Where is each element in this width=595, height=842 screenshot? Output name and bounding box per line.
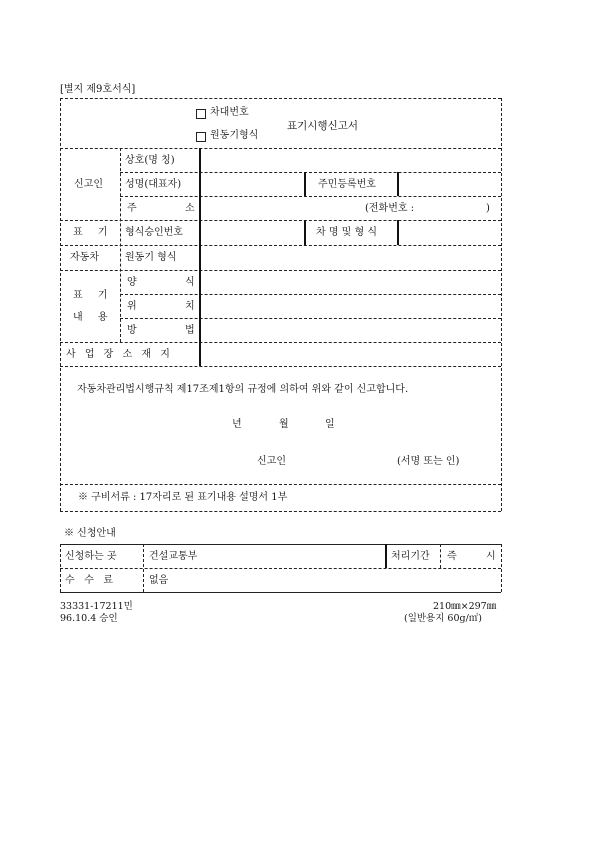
address-label-first: 주 bbox=[127, 203, 137, 214]
guide-border-bottom bbox=[60, 592, 501, 593]
vehicle-number-checkbox[interactable] bbox=[196, 109, 206, 119]
engine-type-checkbox[interactable] bbox=[196, 132, 206, 142]
column-divider bbox=[397, 220, 399, 245]
row-divider bbox=[120, 294, 501, 295]
resident-number-label: 주민등록번호 bbox=[318, 179, 376, 190]
style-label-second: 식 bbox=[185, 277, 195, 288]
processing-period-label: 처리기간 bbox=[391, 551, 430, 562]
fee-label: 수 수 료 bbox=[65, 575, 114, 586]
processing-period-value-1: 즉 bbox=[447, 551, 457, 562]
paper-size: 210㎜×297㎜ bbox=[433, 601, 497, 612]
guide-row-divider bbox=[60, 568, 501, 569]
row-divider bbox=[120, 318, 501, 319]
column-divider bbox=[397, 172, 399, 196]
document-number: 33331-17211민 bbox=[60, 601, 133, 612]
form-border-right bbox=[501, 98, 502, 511]
marking-vehicle-label: 표 기 bbox=[73, 227, 114, 238]
style-label-first: 양 bbox=[127, 277, 137, 288]
engine-type-checkbox-label: 원동기형식 bbox=[210, 130, 259, 141]
phone-number-label: (전화번호 : bbox=[365, 203, 415, 214]
application-place-label: 신청하는 곳 bbox=[65, 551, 117, 562]
company-name-label: 상호(명 칭) bbox=[125, 155, 175, 166]
row-divider bbox=[60, 484, 501, 485]
form-code: [별지 제9호서식] bbox=[60, 84, 136, 95]
row-divider bbox=[60, 245, 501, 246]
column-divider bbox=[199, 148, 201, 366]
guide-column-divider bbox=[143, 544, 144, 592]
attachments-note: ※ 구비서류 : 17자리로 된 표기내용 설명서 1부 bbox=[78, 492, 288, 503]
row-divider bbox=[120, 172, 501, 173]
method-label-first: 방 bbox=[127, 325, 137, 336]
guide-column-divider bbox=[440, 544, 441, 568]
position-label-first: 위 bbox=[127, 301, 137, 312]
date-year: 년 bbox=[232, 419, 242, 430]
row-divider bbox=[120, 196, 501, 197]
paper-type: (일반용지 60g/㎡) bbox=[404, 613, 483, 624]
guide-border-left bbox=[60, 544, 61, 592]
row-divider bbox=[60, 220, 501, 221]
approval-date: 96.10.4 승인 bbox=[60, 613, 118, 624]
representative-name-label: 성명(대표자) bbox=[125, 179, 182, 190]
form-title: 표기시행신고서 bbox=[287, 120, 359, 132]
declaration-text: 자동차관리법시행규칙 제17조제1항의 규정에 의하여 위와 같이 신고합니다. bbox=[77, 384, 409, 395]
application-place-value: 건설교통부 bbox=[149, 551, 198, 562]
guide-column-divider bbox=[385, 544, 387, 568]
position-label-second: 치 bbox=[185, 301, 195, 312]
date-month: 월 bbox=[279, 419, 289, 430]
processing-period-value-2: 시 bbox=[486, 551, 496, 562]
vehicle-name-type-label: 차 명 및 형 식 bbox=[316, 227, 378, 238]
form-border-top bbox=[60, 98, 501, 99]
engine-type-label: 원동기 형식 bbox=[125, 252, 177, 263]
business-location-label: 사 업 장 소 재 지 bbox=[66, 349, 173, 360]
row-divider bbox=[60, 342, 501, 343]
column-divider bbox=[120, 148, 121, 342]
row-divider bbox=[60, 148, 501, 149]
row-divider bbox=[60, 366, 501, 367]
column-divider bbox=[304, 220, 306, 245]
method-label-second: 법 bbox=[185, 325, 195, 336]
guide-border-top bbox=[60, 544, 501, 545]
address-label-second: 소 bbox=[185, 203, 195, 214]
signature-label: 신고인 bbox=[257, 456, 286, 467]
form-border-bottom bbox=[60, 511, 501, 512]
vehicle-number-checkbox-label: 차대번호 bbox=[210, 107, 249, 118]
guide-border-right bbox=[501, 544, 502, 592]
phone-number-close: ) bbox=[486, 203, 490, 214]
fee-value: 없음 bbox=[149, 575, 169, 586]
date-day: 일 bbox=[325, 419, 335, 430]
row-divider bbox=[60, 270, 501, 271]
applicant-section-label: 신고인 bbox=[74, 179, 103, 190]
signature-hint: (서명 또는 인) bbox=[397, 456, 460, 467]
form-border-left bbox=[60, 98, 61, 511]
marking-content-label: 표 기 bbox=[73, 290, 114, 301]
marking-vehicle-label-2: 자동차 bbox=[70, 252, 99, 263]
marking-content-label-2: 내 용 bbox=[73, 312, 114, 323]
column-divider bbox=[304, 172, 306, 196]
application-guide-title: ※ 신청안내 bbox=[64, 528, 116, 539]
type-approval-number-label: 형식승인번호 bbox=[125, 227, 183, 238]
